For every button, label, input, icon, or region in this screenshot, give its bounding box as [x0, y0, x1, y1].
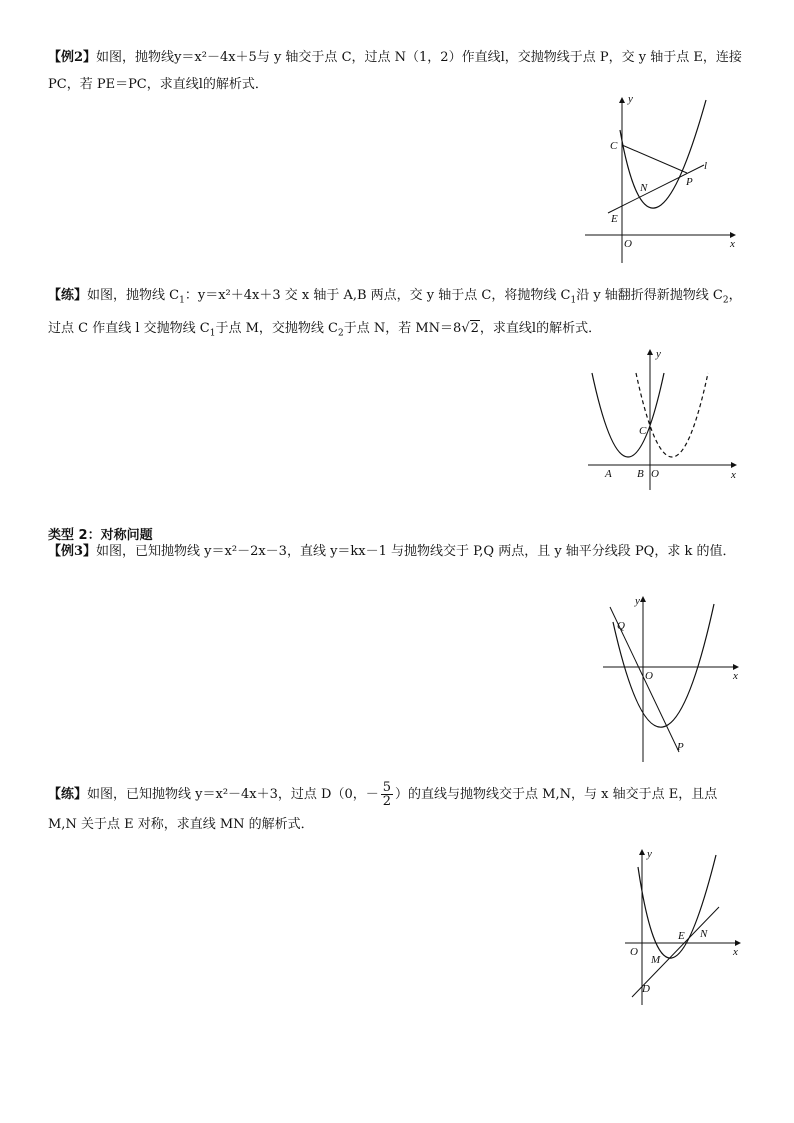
- figure-label: N: [640, 182, 648, 194]
- figure-label: C: [610, 140, 618, 152]
- figure-label: A: [605, 468, 612, 480]
- figure-label: O: [630, 946, 638, 958]
- figure-label: O: [624, 238, 632, 250]
- fraction: $\frac{5}{2}$: [382, 780, 392, 809]
- figure-label: E: [611, 213, 618, 225]
- figure-label: y: [647, 848, 652, 860]
- figure-label: x: [733, 946, 738, 958]
- figure-label: y: [628, 95, 633, 105]
- example-2-text: 【例2】如图，抛物线y＝x²－4x＋5与 y 轴交于点 C，过点 N（1，2）作直线l，交抛物线于点 P，交 y 轴于点 E，连接 PC，若 PE＝PC，求直线l的解析式．: [48, 50, 742, 92]
- figure-label: N: [700, 928, 708, 940]
- practice-1-text: 【练】如图，抛物线 $C_1$：y＝x²＋4x＋3 交 x 轴于 A,B 两点，交 y 轴于点 C，将抛物线 $C_1$沿 y 轴翻折得新抛物线 $C_2$，过点 C 作直线 l 交抛物线 $C_1$于点 M，交抛物线 $C_2$于点 N，若 MN＝8√2，求直线l的解析式．: [48, 288, 742, 339]
- figure-label: x: [731, 469, 736, 481]
- figure-label: P: [677, 741, 684, 753]
- example-tag: 【例2】: [48, 50, 97, 65]
- parabola-c2: [636, 373, 708, 457]
- figure-label: D: [642, 983, 650, 995]
- parabola: [613, 604, 714, 727]
- figure-label: x: [730, 238, 735, 250]
- example-3-text: 【例3】如图，已知抛物线 y＝x²－2x－3，直线 y＝kx－1 与抛物线交于 P,Q 两点，且 y 轴平分线段 PQ，求 k 的值．: [48, 544, 736, 559]
- figure-practice-1: [583, 345, 743, 495]
- figure-label: M: [651, 954, 661, 966]
- figure-label: y: [635, 595, 640, 607]
- figure-label: x: [733, 670, 738, 682]
- figure-label: O: [645, 670, 653, 682]
- figure-label: C: [639, 425, 647, 437]
- figure-example-2: [580, 95, 750, 270]
- section-heading-type-2: 类型 2：对称问题: [48, 528, 153, 543]
- figure-example-3: [595, 592, 745, 767]
- figure-label: Q: [617, 620, 625, 632]
- practice-2-text: 【练】如图，已知抛物线 y＝x²－4x＋3，过点 D（0，－ $\frac{5}{2}$ ）的直线与抛物线交于点 M,N，与 x 轴交于点 E，且点 M,N 关于点 E 对称，求直线 MN 的解析式．: [48, 780, 718, 832]
- parabola-c1: [592, 373, 664, 457]
- parabola: [620, 100, 706, 208]
- figure-label: E: [678, 930, 685, 942]
- figure-label: y: [656, 348, 661, 360]
- figure-label: O: [651, 468, 659, 480]
- figure-practice-2: [620, 845, 745, 1010]
- figure-label: B: [637, 468, 644, 480]
- segment-pc: [622, 145, 687, 173]
- figure-label: P: [686, 176, 693, 188]
- figure-label: l: [704, 160, 708, 172]
